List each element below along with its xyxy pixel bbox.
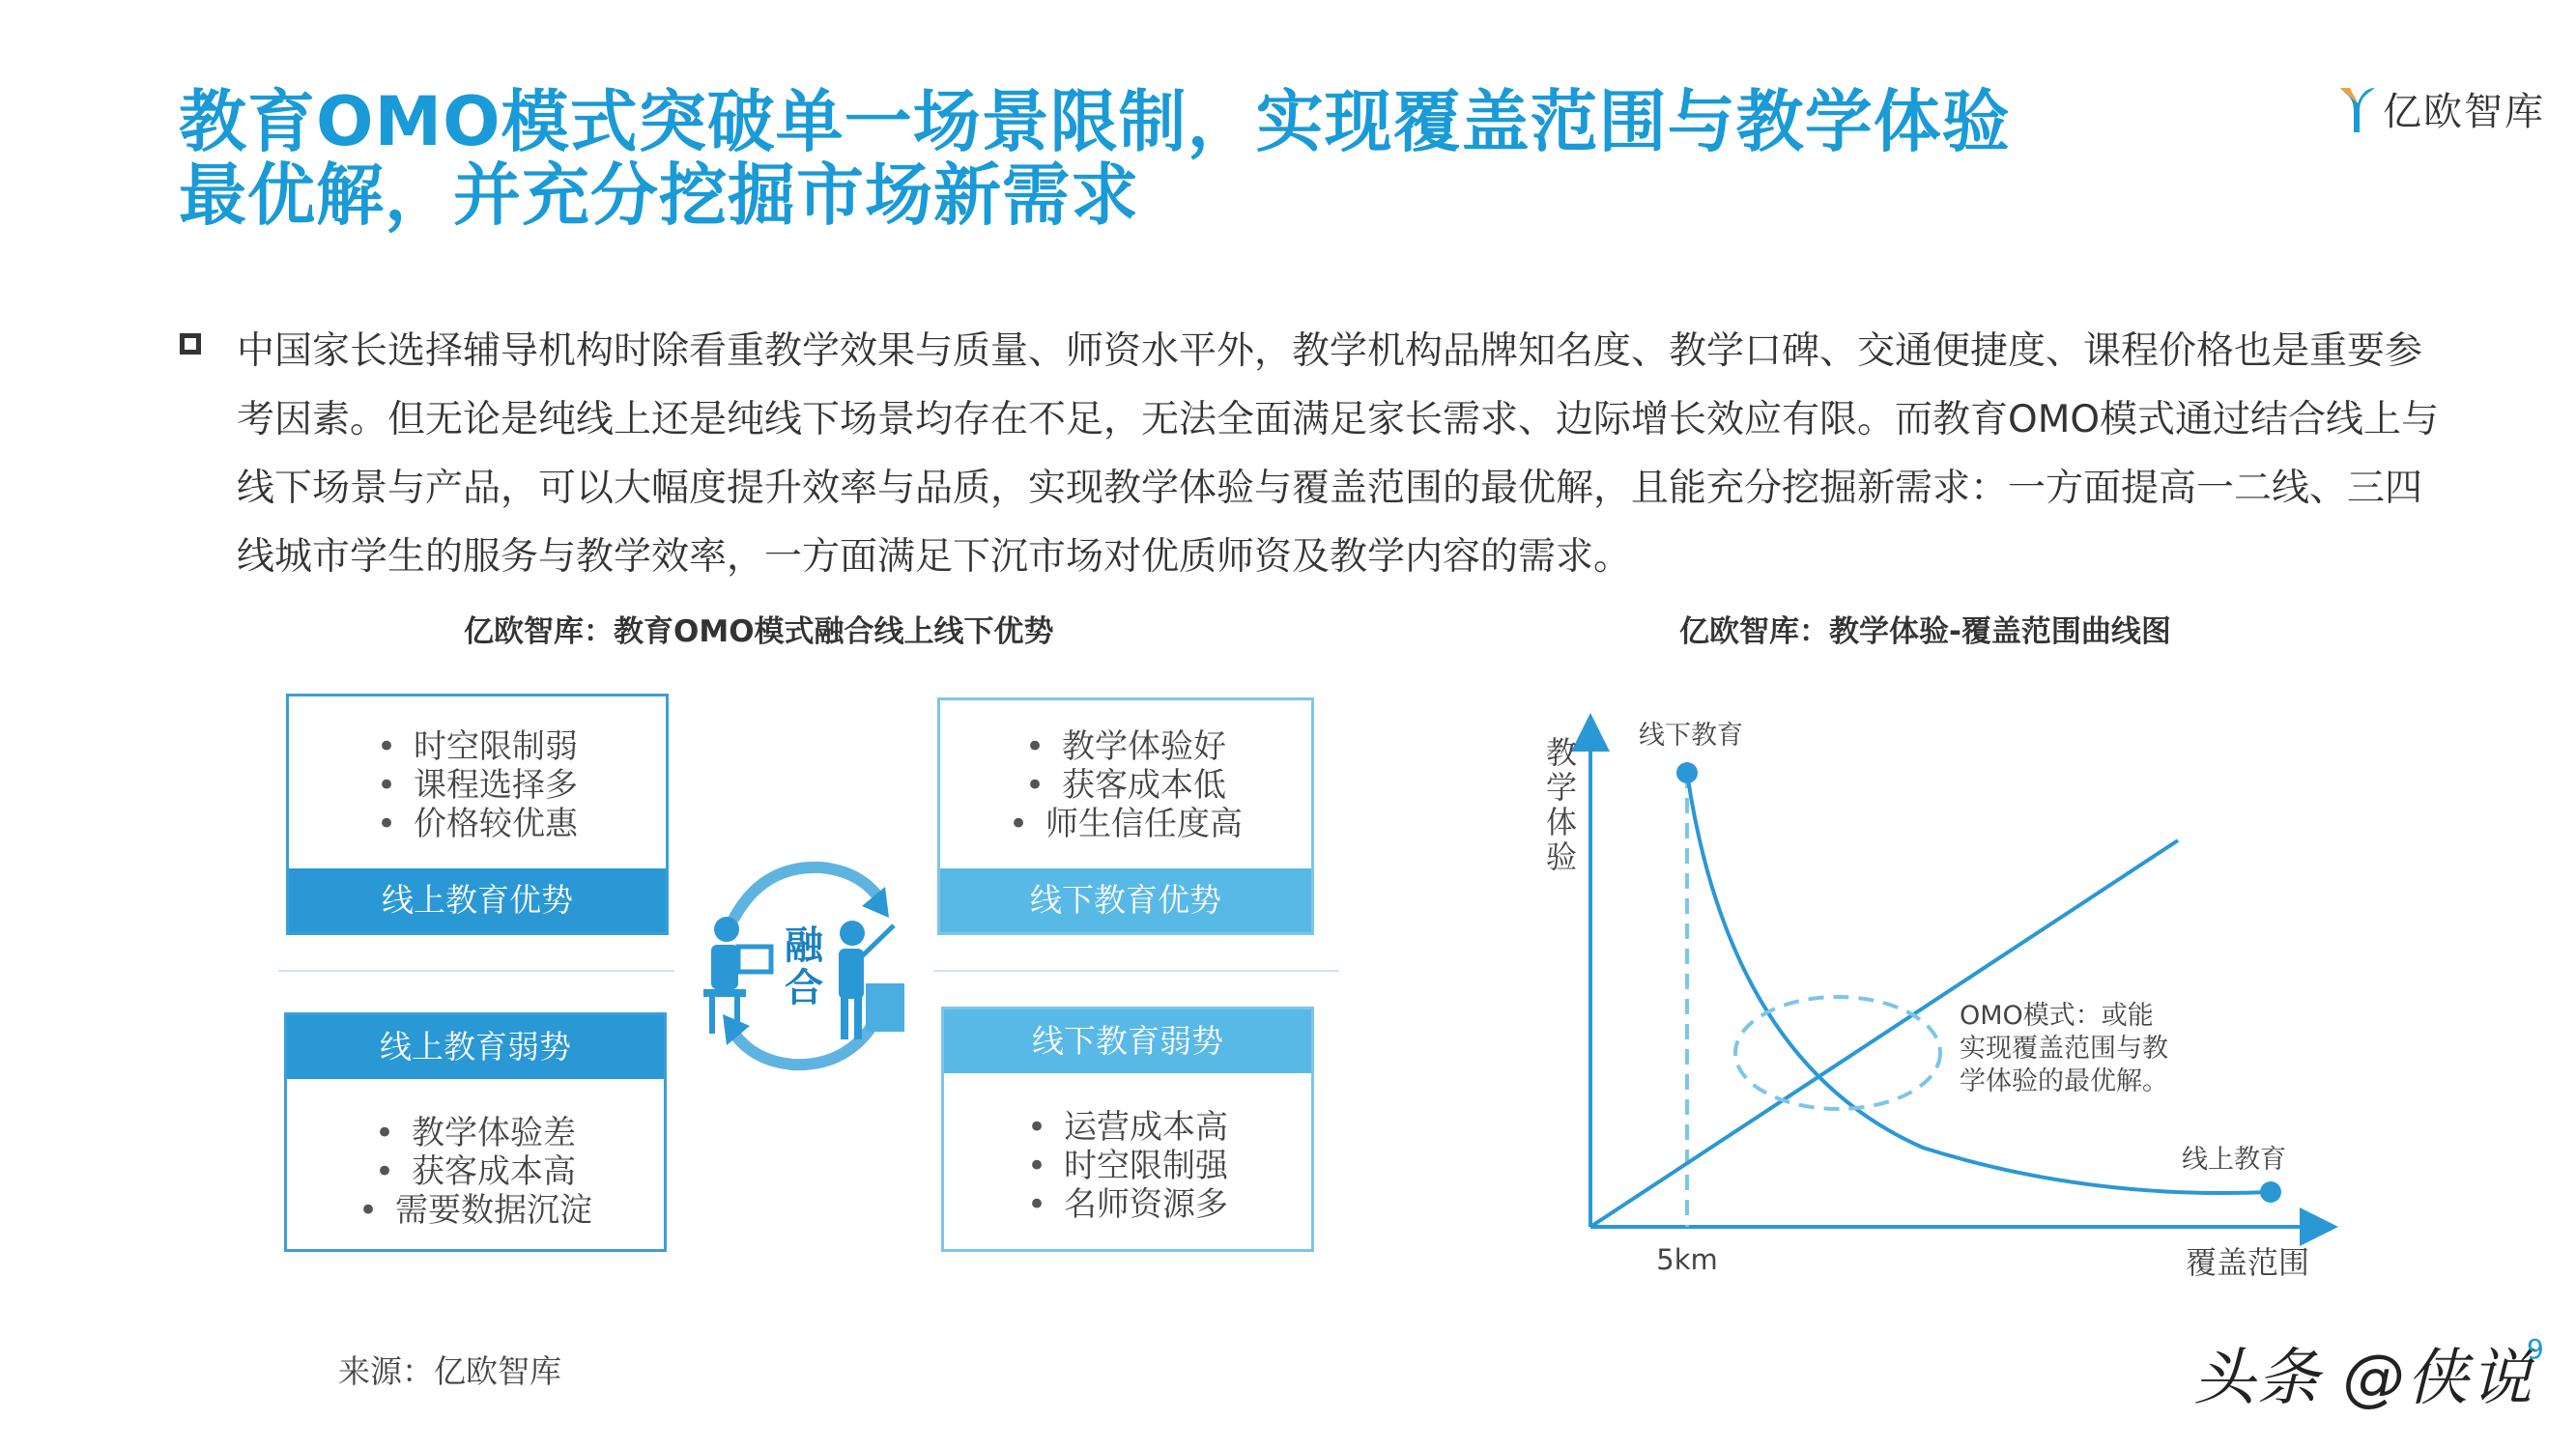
divider-left: [278, 970, 674, 972]
offline-disadvantages-box: [941, 1007, 1314, 1252]
offline-teacher-icon: [839, 921, 904, 1039]
fusion-graphic: [696, 850, 918, 1082]
online-disadvantages-label: 线上教育弱势: [287, 1015, 664, 1079]
body-paragraph: 中国家长选择辅导机构时除看重教学效果与质量、师资水平外，教学机构品牌知名度、教学口碑、交通便捷度、课程价格也是重要参考因素。但无论是纯线上还是纯线下场景均存在不足，无法全面满足家长需求、边际增长效应有限。而教育OMO模式通过结合线上与线下场景与产品，可以大幅度提升效率与品质，实现教学体验与覆盖范围的最优解，且能充分挖掘新需求：一方面提高一二线、三四线城市学生的服务与教学效率，一方面满足下沉市场对优质师资及教学内容的需求。: [237, 329, 2440, 579]
list-item: • 名师资源多: [944, 1185, 1311, 1224]
list-item: • 运营成本高: [944, 1108, 1311, 1147]
online-student-icon: [703, 917, 771, 1034]
x-tick-5km: 5km: [1656, 1243, 1718, 1276]
logo-text: 亿欧智库: [2383, 90, 2545, 134]
offline-advantages-list: [940, 700, 1311, 843]
offline-education-curve: [1687, 773, 2271, 1193]
online-end-point: [2260, 1181, 2281, 1203]
list-item: • 师生信任度高: [940, 805, 1311, 843]
list-item: • 获客成本高: [287, 1152, 664, 1191]
top-arc-arrow-icon: [734, 867, 879, 918]
logo-mark-icon: [2338, 84, 2377, 134]
page-number: 9: [2527, 1333, 2544, 1365]
right-figure-caption: 亿欧智库：教学体验-覆盖范围曲线图: [1679, 614, 2171, 649]
watermark: 头条 @侠说: [2193, 1343, 2534, 1414]
offline-start-point: [1676, 762, 1698, 783]
list-item: • 时空限制强: [944, 1147, 1311, 1185]
list-item: • 需要数据沉淀: [287, 1191, 664, 1230]
page-title: [179, 82, 2011, 235]
experience-coverage-chart: [1507, 696, 2358, 1294]
list-item: • 时空限制弱: [289, 727, 666, 766]
bullet-square-icon: [180, 333, 201, 355]
left-figure-caption: 亿欧智库：教育OMO模式融合线上线下优势: [464, 614, 1054, 649]
list-item: • 价格较优惠: [289, 805, 666, 843]
online-advantages-list: [289, 696, 666, 843]
online-advantages-label: 线上教育优势: [289, 868, 666, 932]
list-item: • 教学体验差: [287, 1114, 664, 1152]
list-item: • 教学体验好: [940, 727, 1311, 766]
fusion-label-2: 合: [785, 966, 823, 1010]
fusion-label-1: 融: [785, 923, 823, 968]
page-title-line1: 教育OMO模式突破单一场景限制，实现覆盖范围与教学体验: [179, 82, 2011, 161]
list-item: • 课程选择多: [289, 766, 666, 805]
offline-disadvantages-label: 线下教育弱势: [944, 1009, 1311, 1073]
omo-annotation-line2: 实现覆盖范围与教: [1960, 1034, 2168, 1064]
offline-education-label: 线下教育: [1639, 721, 1743, 751]
omo-annotation-line3: 学体验的最优解。: [1960, 1066, 2168, 1096]
online-education-label: 线上教育: [2182, 1145, 2286, 1175]
list-item: • 获客成本低: [940, 766, 1311, 805]
x-axis-label: 覆盖范围: [2185, 1244, 2310, 1281]
logo: [2338, 81, 2545, 136]
y-axis-label: 教 学 体 验: [1546, 734, 1578, 875]
page-title-line2: 最优解，并充分挖掘市场新需求: [179, 156, 1139, 235]
divider-right: [933, 970, 1339, 972]
offline-advantages-label: 线下教育优势: [940, 868, 1311, 932]
omo-annotation-line1: OMO模式：或能: [1960, 1001, 2154, 1031]
online-advantages-box: [286, 694, 669, 935]
offline-advantages-box: [937, 697, 1314, 935]
source-note: 来源：亿欧智库: [338, 1352, 561, 1390]
online-disadvantages-box: [284, 1012, 667, 1252]
